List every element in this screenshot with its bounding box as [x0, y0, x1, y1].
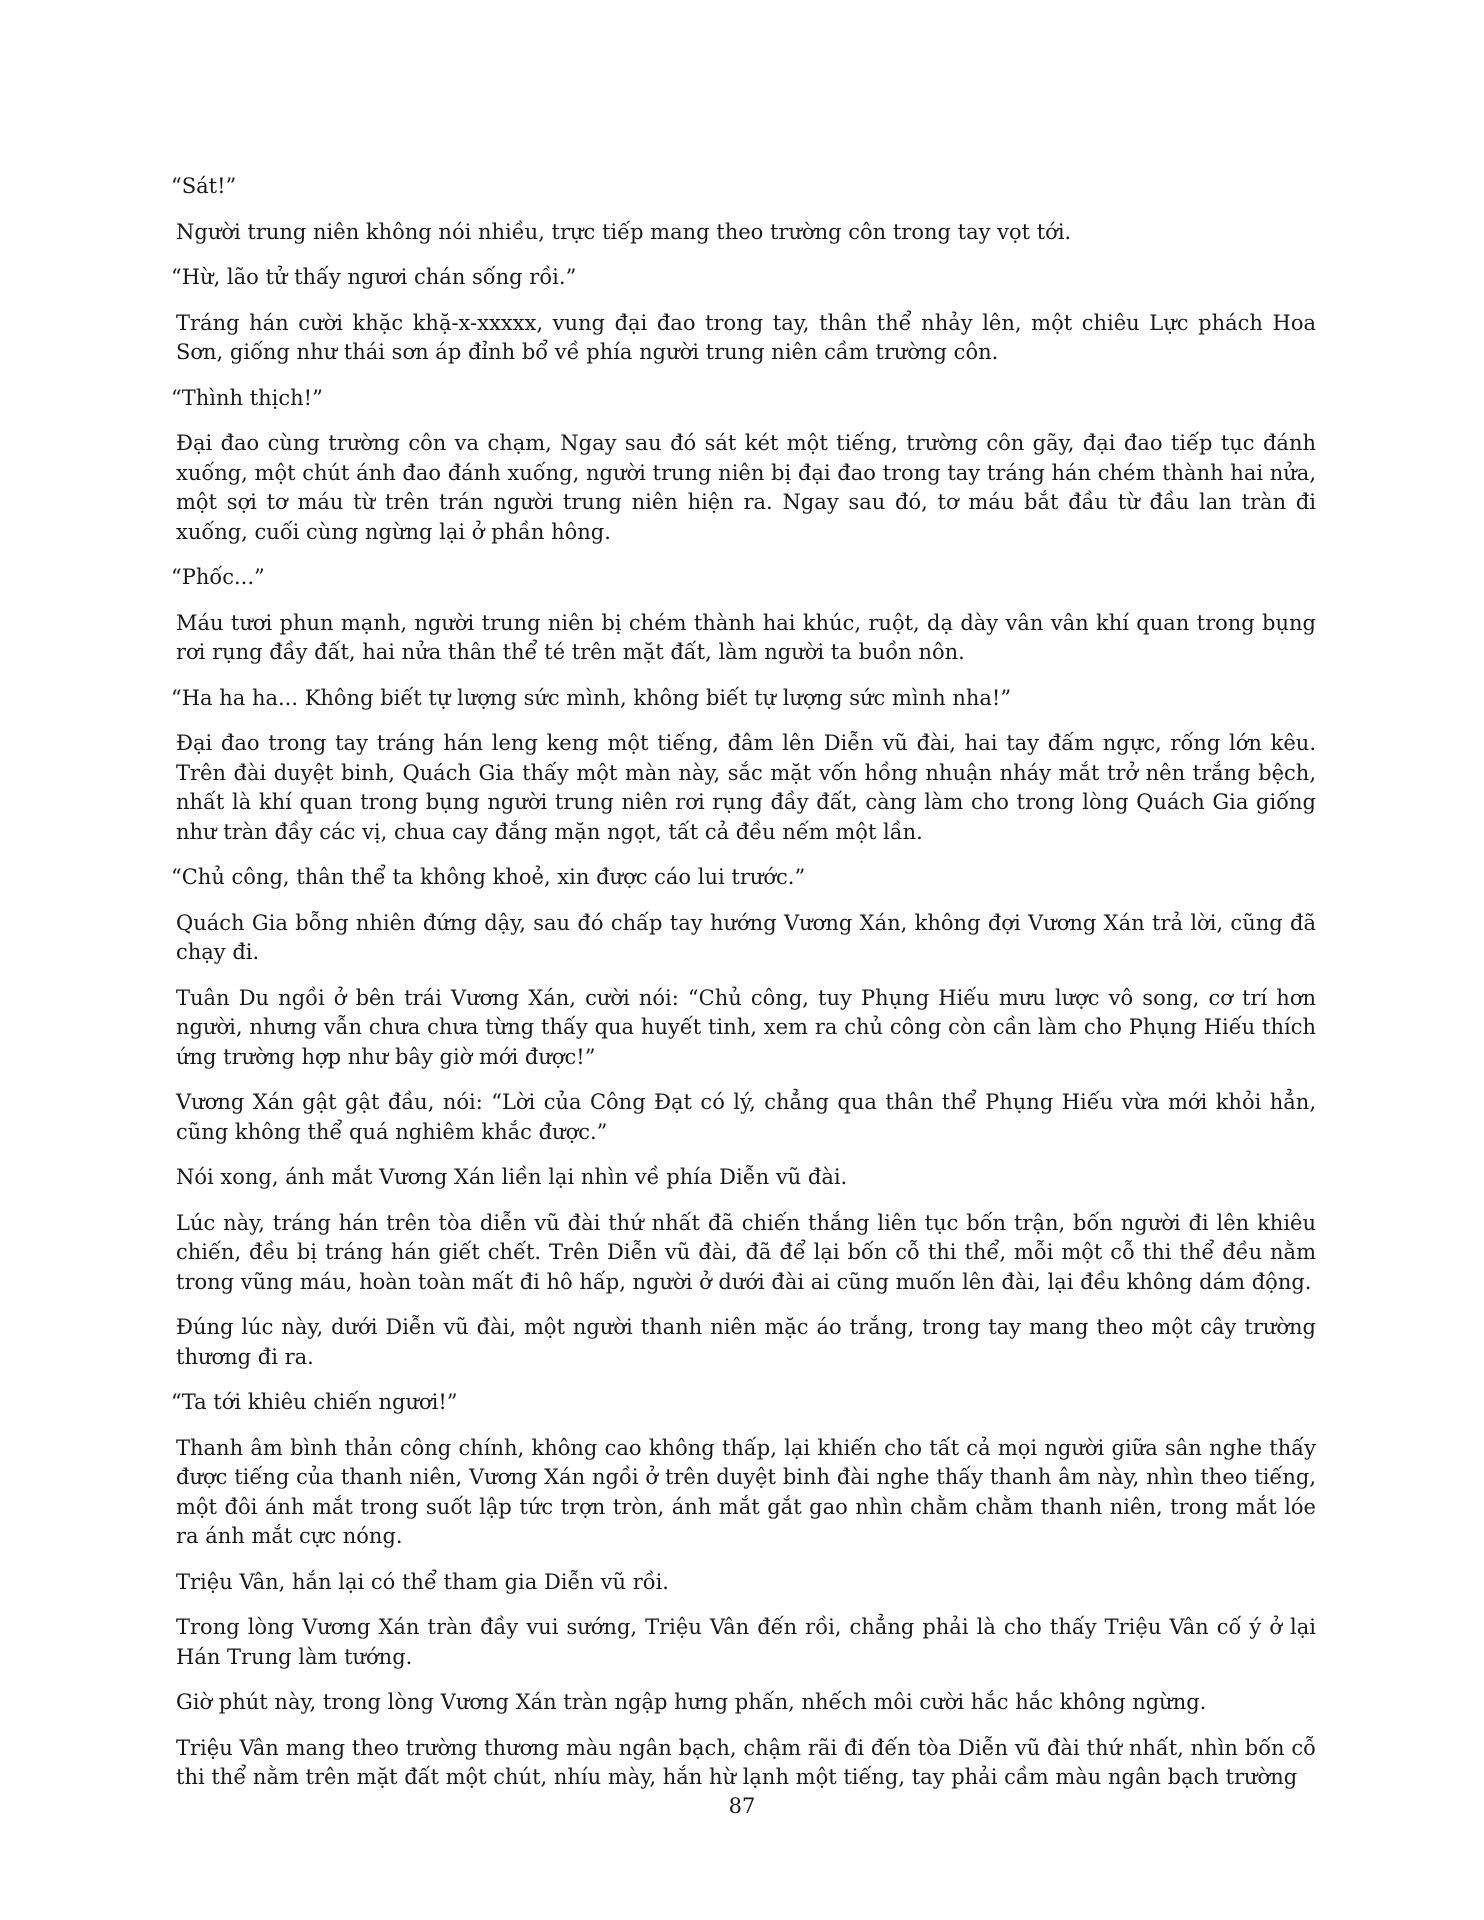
paragraph: “Chủ công, thân thể ta không khoẻ, xin được cáo lui trước.”	[171, 865, 806, 889]
paragraph: Triệu Vân mang theo trường thương màu ngân bạch, chậm rãi đi đến tòa Diễn vũ đài thứ nhất, nhìn bốn cỗ thi thể nằm trên mặt đất một chút, nhíu mày, hắn hừ lạnh một tiếng, tay phải cầm màu ngân bạch trường	[176, 1735, 1316, 1789]
paragraph: Triệu Vân, hắn lại có thể tham gia Diễn vũ rồi.	[176, 1569, 669, 1594]
paragraph: Đại đao cùng trường côn va chạm, Ngay sau đó sát két một tiếng, trường côn gãy, đại đao tiếp tục đánh xuống, một chút ánh đao đánh xuống, người trung niên bị đại đao trong tay tráng hán chém thành hai nửa, một sợi tơ máu từ trên trán người trung niên hiện ra. Ngay sau đó, tơ máu bắt đầu từ đầu lan tràn đi xuống, cuối cùng ngừng lại ở phần hông.	[176, 431, 1316, 544]
paragraph: Nói xong, ánh mắt Vương Xán liền lại nhìn về phía Diễn vũ đài.	[176, 1165, 848, 1189]
paragraph: “Phốc...”	[171, 565, 265, 589]
paragraph: “Ta tới khiêu chiến ngươi!”	[171, 1390, 458, 1414]
paragraph: Thanh âm bình thản công chính, không cao không thấp, lại khiến cho tất cả mọi người giữa sân nghe thấy được tiếng của thanh niên, Vương Xán ngồi ở trên duyệt binh đài nghe thấy thanh âm này, nhìn theo tiếng, một đôi ánh mắt trong suốt lập tức trợn tròn, ánh mắt gắt gao nhìn chằm chằm thanh niên, trong mắt lóe ra ánh mắt cực nóng.	[176, 1435, 1316, 1548]
page-number: 87	[728, 1794, 756, 1818]
paragraph: Người trung niên không nói nhiều, trực tiếp mang theo trường côn trong tay vọt tới.	[176, 219, 1072, 244]
paragraph: Đúng lúc này, dưới Diễn vũ đài, một người thanh niên mặc áo trắng, trong tay mang theo một cây trường thương đi ra.	[176, 1315, 1316, 1369]
paragraph: “Sát!”	[171, 174, 237, 198]
paragraph: Lúc này, tráng hán trên tòa diễn vũ đài thứ nhất đã chiến thắng liên tục bốn trận, bốn người đi lên khiêu chiến, đều bị tráng hán giết chết. Trên Diễn vũ đài, đã để lại bốn cỗ thi thể, mỗi một cỗ thi thể đều nằm trong vũng máu, hoàn toàn mất đi hô hấp, người ở dưới đài ai cũng muốn lên đài, lại đều không dám động.	[176, 1210, 1316, 1294]
paragraph: “Hừ, lão tử thấy ngươi chán sống rồi.”	[171, 265, 577, 289]
paragraph: Máu tươi phun mạnh, người trung niên bị chém thành hai khúc, ruột, dạ dày vân vân khí quan trong bụng rơi rụng đầy đất, hai nửa thân thể té trên mặt đất, làm người ta buồn nôn.	[176, 610, 1316, 664]
paragraph: Tuân Du ngồi ở bên trái Vương Xán, cười nói: “Chủ công, tuy Phụng Hiếu mưu lược vô song, cơ trí hơn người, nhưng vẫn chưa chưa từng thấy qua huyết tinh, xem ra chủ công còn cần làm cho Phụng Hiếu thích ứng trường hợp như bây giờ mới được!”	[176, 985, 1316, 1069]
paragraph: Đại đao trong tay tráng hán leng keng một tiếng, đâm lên Diễn vũ đài, hai tay đấm ngực, rống lớn kêu. Trên đài duyệt binh, Quách Gia thấy một màn này, sắc mặt vốn hồng nhuận nháy mắt trở nên trắng bệch, nhất là khí quan trong bụng người trung niên rơi rụng đầy đất, càng làm cho trong lòng Quách Gia giống như tràn đầy các vị, chua cay đắng mặn ngọt, tất cả đều nếm một lần.	[176, 731, 1316, 844]
paragraph: Tráng hán cười khặc khặ-x-xxxxx, vung đại đao trong tay, thân thể nhảy lên, một chiêu Lực phách Hoa Sơn, giống như thái sơn áp đỉnh bổ về phía người trung niên cầm trường côn.	[176, 310, 1316, 364]
paragraph: Quách Gia bỗng nhiên đứng dậy, sau đó chấp tay hướng Vương Xán, không đợi Vương Xán trả lời, cũng đã chạy đi.	[176, 910, 1316, 964]
paragraph: “Ha ha ha... Không biết tự lượng sức mình, không biết tự lượng sức mình nha!”	[171, 685, 1012, 710]
page-body	[171, 172, 1316, 1809]
paragraph: Trong lòng Vương Xán tràn đầy vui sướng, Triệu Vân đến rồi, chẳng phải là cho thấy Triệu Vân cố ý ở lại Hán Trung làm tướng.	[176, 1615, 1316, 1669]
paragraph: Vương Xán gật gật đầu, nói: “Lời của Công Đạt có lý, chẳng qua thân thể Phụng Hiếu vừa mới khỏi hẳn, cũng không thể quá nghiêm khắc được.”	[176, 1090, 1316, 1144]
paragraph: “Thình thịch!”	[171, 385, 323, 410]
paragraph: Giờ phút này, trong lòng Vương Xán tràn ngập hưng phấn, nhếch môi cười hắc hắc không ngừng.	[176, 1690, 1207, 1714]
